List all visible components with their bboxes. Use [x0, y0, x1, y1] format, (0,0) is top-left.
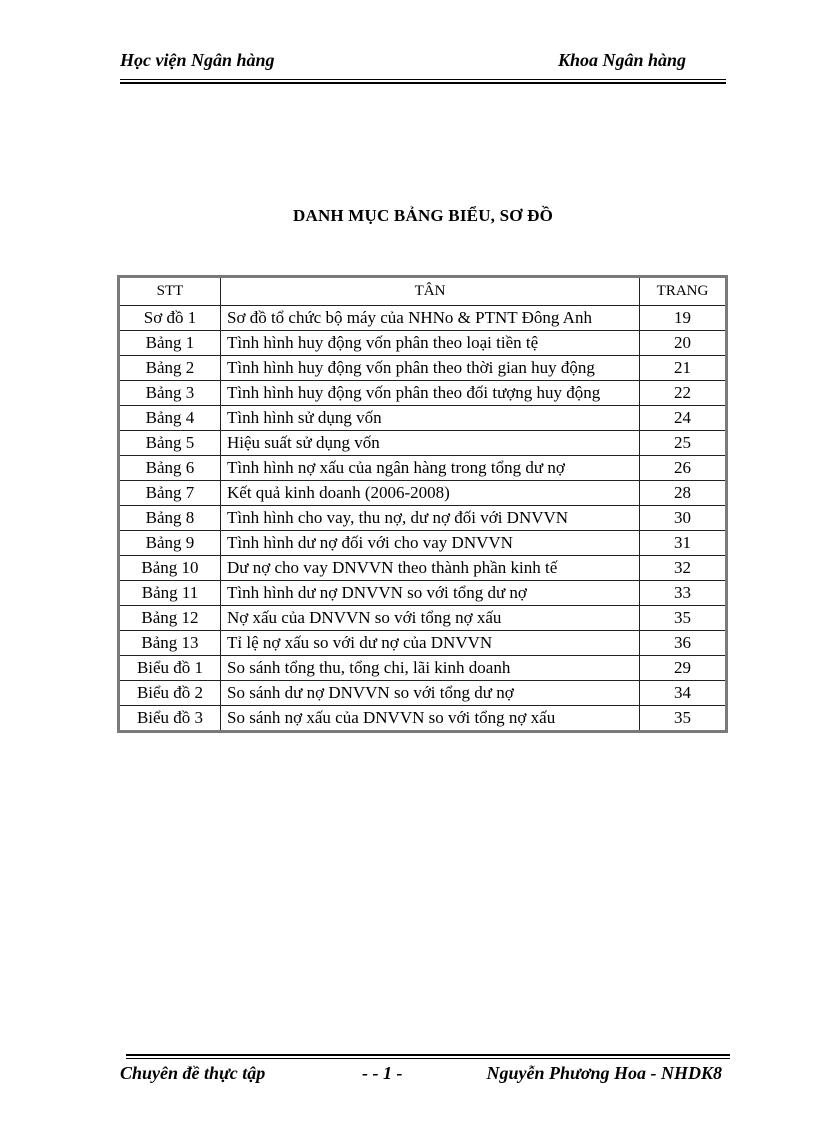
row-page-cell: 34	[640, 681, 727, 706]
row-page-cell: 35	[640, 606, 727, 631]
row-page-cell: 22	[640, 381, 727, 406]
row-title-cell: Tình hình sử dụng vốn	[221, 406, 640, 431]
table-row	[119, 356, 727, 381]
column-header-stt: STT	[119, 277, 221, 306]
row-page-cell: 36	[640, 631, 727, 656]
table-row	[119, 456, 727, 481]
table-row	[119, 306, 727, 331]
row-index-cell: Bảng 9	[119, 531, 221, 556]
row-index-cell: Bảng 2	[119, 356, 221, 381]
page-footer	[120, 1063, 722, 1087]
footer-author: Nguyễn Phương Hoa - NHDK8	[486, 1063, 722, 1083]
row-page-cell: 30	[640, 506, 727, 531]
list-of-tables-and-figures	[117, 275, 728, 733]
row-index-cell: Bảng 1	[119, 331, 221, 356]
column-header-page: TRANG	[640, 277, 727, 306]
table-row	[119, 531, 727, 556]
row-title-cell: So sánh tổng thu, tổng chi, lãi kinh doanh	[221, 656, 640, 681]
table-row	[119, 606, 727, 631]
table-row	[119, 631, 727, 656]
row-index-cell: Sơ đồ 1	[119, 306, 221, 331]
row-page-cell: 19	[640, 306, 727, 331]
row-title-cell: So sánh nợ xấu của DNVVN so với tổng nợ xấu	[221, 706, 640, 732]
column-header-name: TÂN	[221, 277, 640, 306]
footer-page-number: - - 1 -	[362, 1063, 403, 1083]
header-department: Khoa Ngân hàng	[557, 50, 686, 70]
row-index-cell: Bảng 13	[119, 631, 221, 656]
row-page-cell: 32	[640, 556, 727, 581]
row-index-cell: Bảng 8	[119, 506, 221, 531]
row-page-cell: 33	[640, 581, 727, 606]
table-row	[119, 506, 727, 531]
row-page-cell: 26	[640, 456, 727, 481]
table-row	[119, 706, 727, 732]
row-page-cell: 20	[640, 331, 727, 356]
header-divider-thick	[120, 82, 726, 84]
table-row	[119, 681, 727, 706]
row-page-cell: 28	[640, 481, 727, 506]
row-title-cell: Tình hình nợ xấu của ngân hàng trong tổng dư nợ	[221, 456, 640, 481]
row-title-cell: Kết quả kinh doanh (2006-2008)	[221, 481, 640, 506]
row-title-cell: Tình hình dư nợ đối với cho vay DNVVN	[221, 531, 640, 556]
row-index-cell: Bảng 6	[119, 456, 221, 481]
row-title-cell: Nợ xấu của DNVVN so với tổng nợ xấu	[221, 606, 640, 631]
row-title-cell: So sánh dư nợ DNVVN so với tổng dư nợ	[221, 681, 640, 706]
table-header-row	[119, 277, 727, 306]
table-row	[119, 381, 727, 406]
row-title-cell: Sơ đồ tổ chức bộ máy của NHNo & PTNT Đông Anh	[221, 306, 640, 331]
header-divider-thin	[120, 79, 726, 80]
row-index-cell: Bảng 3	[119, 381, 221, 406]
footer-divider-thick	[126, 1054, 730, 1056]
table-row	[119, 331, 727, 356]
row-index-cell: Bảng 11	[119, 581, 221, 606]
footer-document-type: Chuyên đề thực tập	[120, 1063, 266, 1083]
table-row	[119, 431, 727, 456]
table-row	[119, 406, 727, 431]
table-row	[119, 481, 727, 506]
row-title-cell: Tình hình huy động vốn phân theo loại tiền tệ	[221, 331, 640, 356]
table-body	[119, 306, 727, 732]
table-row	[119, 556, 727, 581]
page-header	[120, 50, 686, 74]
row-page-cell: 21	[640, 356, 727, 381]
table-row	[119, 656, 727, 681]
footer-divider-thin	[126, 1058, 730, 1059]
row-index-cell: Bảng 5	[119, 431, 221, 456]
row-index-cell: Bảng 10	[119, 556, 221, 581]
row-title-cell: Tình hình dư nợ DNVVN so với tổng dư nợ	[221, 581, 640, 606]
row-title-cell: Tình hình cho vay, thu nợ, dư nợ đối với DNVVN	[221, 506, 640, 531]
table-row	[119, 581, 727, 606]
row-page-cell: 29	[640, 656, 727, 681]
row-index-cell: Bảng 7	[119, 481, 221, 506]
row-index-cell: Biểu đồ 1	[119, 656, 221, 681]
row-index-cell: Bảng 4	[119, 406, 221, 431]
row-page-cell: 24	[640, 406, 727, 431]
row-index-cell: Biểu đồ 3	[119, 706, 221, 732]
row-title-cell: Tình hình huy động vốn phân theo thời gian huy động	[221, 356, 640, 381]
row-index-cell: Biểu đồ 2	[119, 681, 221, 706]
row-title-cell: Tỉ lệ nợ xấu so với dư nợ của DNVVN	[221, 631, 640, 656]
row-index-cell: Bảng 12	[119, 606, 221, 631]
row-page-cell: 35	[640, 706, 727, 732]
header-institution: Học viện Ngân hàng	[120, 50, 275, 70]
row-title-cell: Tình hình huy động vốn phân theo đối tượng huy động	[221, 381, 640, 406]
row-page-cell: 31	[640, 531, 727, 556]
row-title-cell: Dư nợ cho vay DNVVN theo thành phần kinh tế	[221, 556, 640, 581]
row-title-cell: Hiệu suất sử dụng vốn	[221, 431, 640, 456]
page-title: DANH MỤC BẢNG BIỂU, SƠ ĐỒ	[292, 206, 554, 225]
row-page-cell: 25	[640, 431, 727, 456]
